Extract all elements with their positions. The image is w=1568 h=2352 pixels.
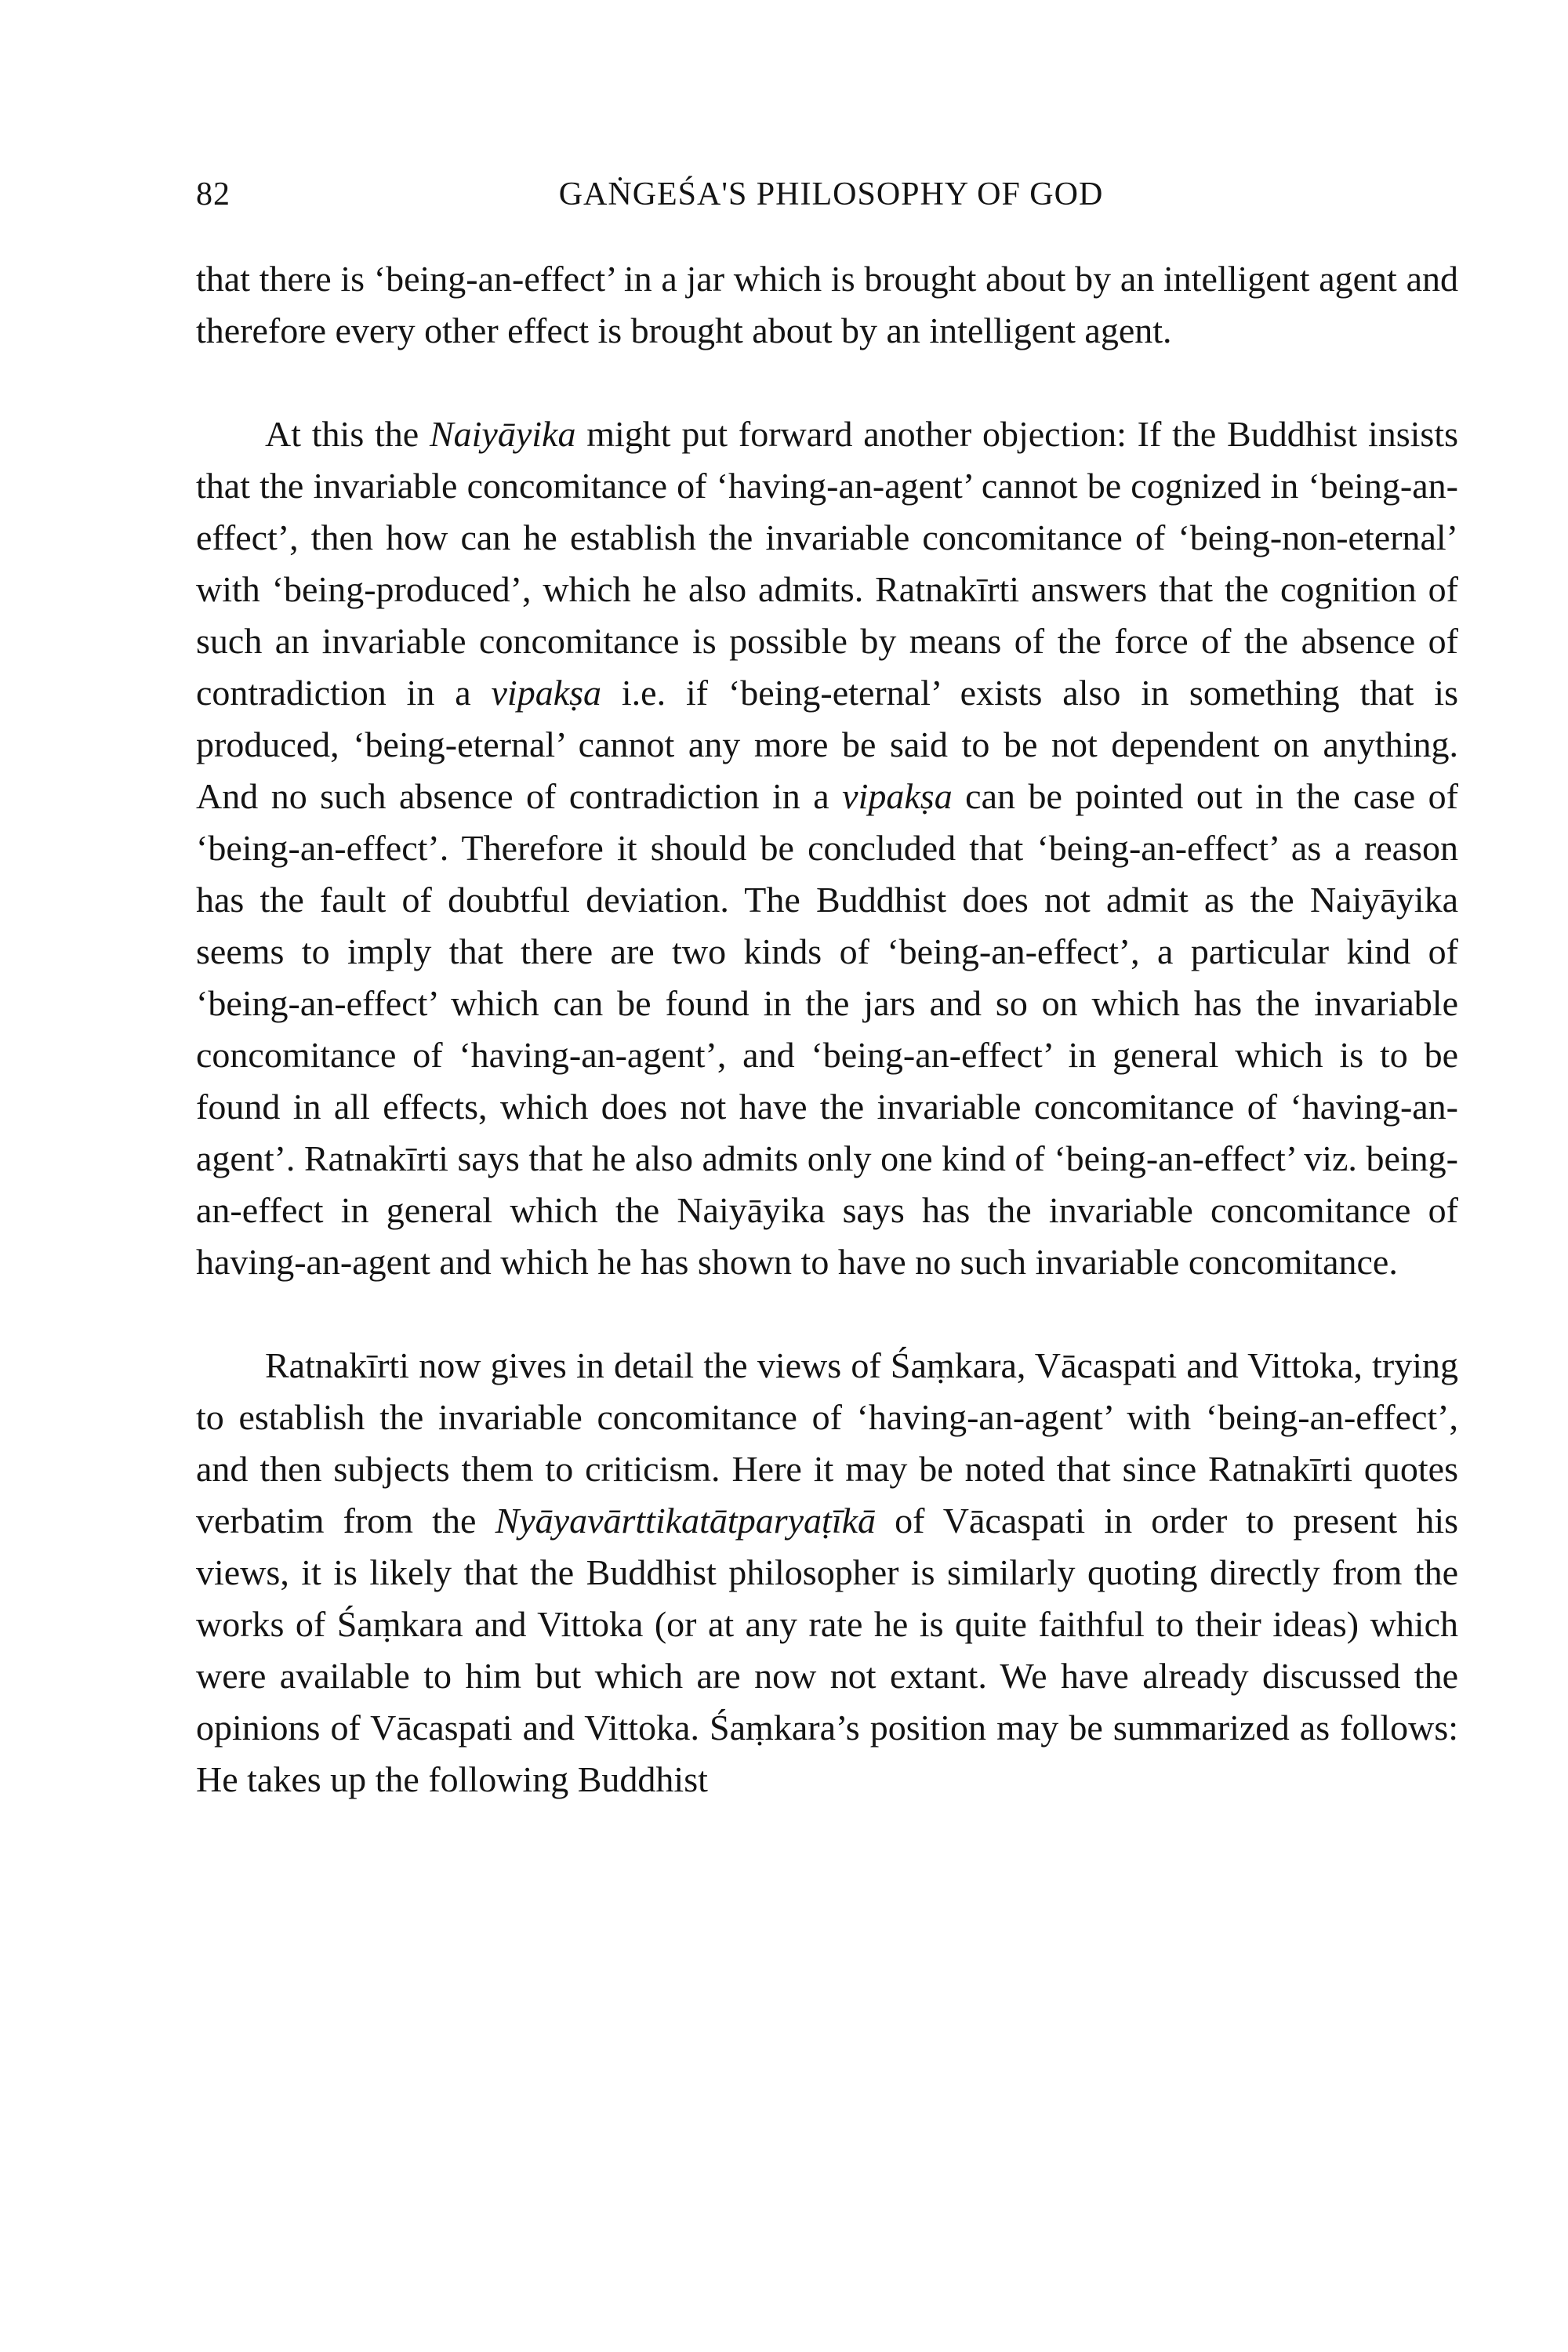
paragraph xyxy=(196,1340,1458,1806)
paragraph xyxy=(196,408,1458,1288)
text-segment: of Vācaspati in order to present his views, it is likely that the Buddhist philosopher is similarly quoting directly from the works of Śaṃkara and Vittoka (or at any rate he is quite faithful to their ideas) which were available to him but which are now not extant. We have already discussed the opinions of Vācaspati and Vittoka. Śaṃkara’s position may be summarized as follows: He takes up the following Buddhist xyxy=(196,1501,1459,1799)
page-number: 82 xyxy=(196,176,230,212)
text-segment: Ratnakīrti now gives in detail the views of Śaṃkara, Vācaspati and Vittoka, trying to establish the invariable concomitance of ‘having-an-agent’ with ‘being-an-effect’, and then subjects them to criticism. Here it may be noted that since Ratnakīrti quotes verbatim from the xyxy=(196,1345,1458,1541)
book-page xyxy=(196,169,1458,1806)
text-segment: that there is ‘being-an-effect’ in a jar which is brought about by an intelligent agent and therefore every other effect is brought about by an intelligent agent. xyxy=(196,259,1458,350)
running-title: GAṄGEŚA'S PHILOSOPHY OF GOD xyxy=(558,176,1104,212)
text-segment: might put forward another objection: If the Buddhist insists that the invariable concomitance of ‘having-an-agent’ cannot be cognized in ‘being-an-effect’, then how can he establish the invariable concomitance of ‘being-non-eternal’ with ‘being-produced’, which he also admits. Ratnakīrti answers that the cognition of such an invariable concomitance is possible by means of the force of the absence of contradiction in a xyxy=(196,414,1458,713)
italic-term: Naiyāyika xyxy=(429,414,576,454)
text-segment: At this the xyxy=(265,414,430,454)
italic-term: vipakṣa xyxy=(491,673,602,713)
text-segment: i.e. if ‘being-eternal’ exists also in something that is produced, ‘being-eternal’ cannot any more be said to be not dependent on anything. And no such absence of contradiction in a xyxy=(196,673,1458,816)
italic-title: Nyāyavārttikatātparyaṭīkā xyxy=(495,1501,877,1541)
paragraph xyxy=(196,253,1458,357)
text-segment: can be pointed out in the case of ‘being-an-effect’. Therefore it should be concluded that ‘being-an-effect’ as a reason has the fault of doubtful deviation. The Buddhist does not admit as the Naiyāyika seems to imply that there are two kinds of ‘being-an-effect’, a particular kind of ‘being-an-effect’ which can be found in the jars and so on which has the invariable concomitance of ‘having-an-agent’, and ‘being-an-effect’ in general which is to be found in all effects, which does not have the invariable concomitance of ‘having-an-agent’. Ratnakīrti says that he also admits only one kind of ‘being-an-effect’ viz. being-an-effect in general which the Naiyāyika says has the invariable concomitance of having-an-agent and which he has shown to have no such invariable concomitance. xyxy=(196,776,1458,1282)
running-head xyxy=(196,169,1458,223)
italic-term: vipakṣa xyxy=(842,776,953,816)
body-text xyxy=(196,253,1458,1806)
